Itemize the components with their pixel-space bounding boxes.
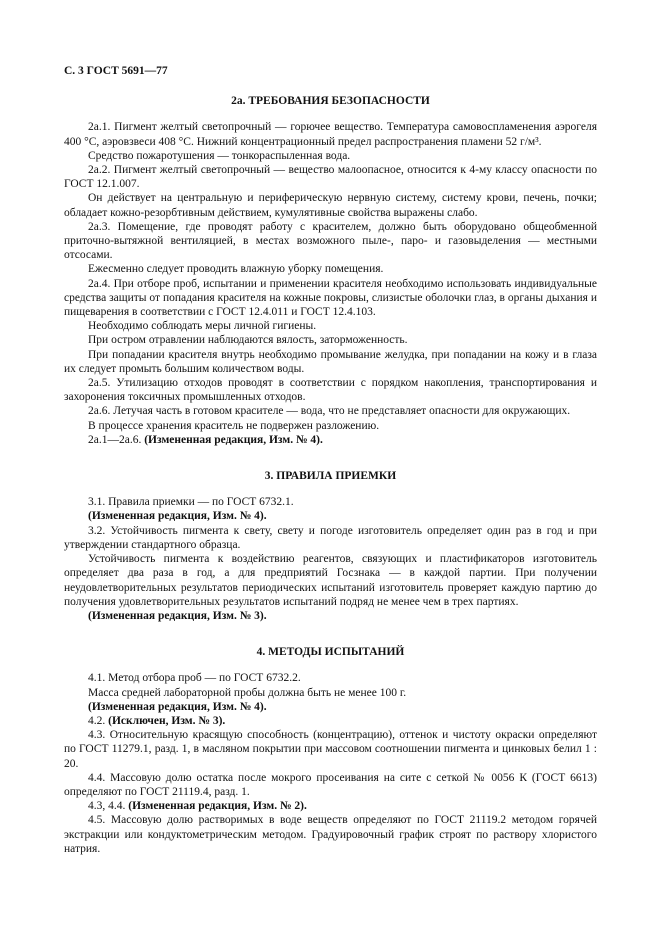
paragraph-2a-4: 2а.4. При отборе проб, испытании и применении красителя необходимо использовать индивидуальные средства защиты от попадания красителя на кожные покровы, слизистые оболочки глаз, в органы дыхания и пищеварения в соответствии с ГОСТ 12.4.011 и ГОСТ 12.4.103. [64,277,597,319]
paragraph-2a-5: 2а.5. Утилизацию отходов проводят в соответствии с порядком накопления, транспортирования и захоронения токсичных промышленных отходов. [64,377,597,404]
clause-number: 4.3, 4.4. [88,800,129,813]
paragraph-4-1: 4.1. Метод отбора проб — по ГОСТ 6732.2. [88,672,301,685]
section-title-3: 3. ПРАВИЛА ПРИЕМКИ [264,470,397,483]
paragraph-4-5: 4.5. Массовую долю растворимых в воде веществ определяют по ГОСТ 21119.2 методом горячей экстракции или кондуктометрическим методом. Градуировочный график строят по раствору хлористого натрия. [64,814,597,855]
paragraph-2a-4-hygiene: Необходимо соблюдать меры личной гигиены. [88,320,317,333]
exclusion-note: (Исключен, Изм. № 3). [108,714,226,727]
amendment-note: (Измененная редакция, Изм. № 4). [88,700,267,713]
paragraph-3-1: 3.1. Правила приемки — по ГОСТ 6732.1. [88,496,294,509]
paragraph-4-1-mass: Масса средней лабораторной пробы должна быть не менее 100 г. [88,686,407,699]
paragraph-2a-6: 2а.6. Летучая часть в готовом красителе — вода, что не представляет опасности для окружающих. [88,405,571,418]
paragraph-4-3-4-amendment [64,799,597,813]
paragraph-4-2 [64,714,597,728]
paragraph-2a-1: 2а.1. Пигмент желтый светопрочный — горючее вещество. Температура самовоспламенения аэрогеля 400 °С, аэровзвеси 408 °С. Нижний концентрационный предел распространения пламени 52 г/м³. [64,121,597,148]
amendment-prefix: 2а.1—2а.6. [88,433,145,446]
section-title-2a: 2а. ТРЕБОВАНИЯ БЕЗОПАСНОСТИ [231,95,430,108]
clause-number: 4.2. [88,714,109,727]
paragraph-2a-3: 2а.3. Помещение, где проводят работу с красителем, должно быть оборудовано общеобменной приточно-вытяжной вентиляцией, в местах возможного пыле-, паро- и газовыделения — местными отсосами. [64,220,597,262]
paragraph-2a-amendment [64,433,597,447]
paragraph-2a-3-cleaning: Ежесменно следует проводить влажную уборку помещения. [88,263,384,276]
paragraph-4-4: 4.4. Массовую долю остатка после мокрого просеивания на сите с сеткой № 0056 К (ГОСТ 6613) определяют по ГОСТ 21119.4, разд. 1. [64,771,597,798]
page-header: С. 3 ГОСТ 5691—77 [64,65,168,77]
paragraph-2a-4-poisoning: При остром отравлении наблюдаются вялость, заторможенность. [88,334,408,347]
amendment-note: (Измененная редакция, Изм. № 4). [144,433,323,446]
paragraph-2a-2: 2а.2. Пигмент желтый светопрочный — вещество малоопасное, относится к 4-му классу опасности по ГОСТ 12.1.007. [64,164,597,191]
paragraph-4-3: 4.3. Относительную красящую способность (концентрацию), оттенок и чистоту окраски определяют по ГОСТ 11279.1, разд. 1, в масляном покрытии при массовом соотношении пигмента и цинковых белил 1 : 20. [64,729,597,770]
paragraph-3-2-reagents: Устойчивость пигмента к воздействию реагентов, связующих и пластификаторов изготовитель определяет два раза в год, а для предприятий Госзнака — в каждой партии. При получении неудовлетворительных результатов периодических испытаний изготовитель проверяет каждую партию до получения удовлетворительных результатов испытаний подряд не менее чем в трех партиях. [64,553,597,608]
amendment-note: (Измененная редакция, Изм. № 2). [128,800,307,813]
paragraph-2a-2-effects: Он действует на центральную и периферическую нервную систему, систему крови, печень, почки; обладает кожно-резорбтивным действием, кумулятивные свойства выражены слабо. [64,192,597,219]
amendment-note: (Измененная редакция, Изм. № 4). [88,510,267,523]
paragraph-3-2: 3.2. Устойчивость пигмента к свету, свету и погоде изготовитель определяет один раз в год и при утверждении стандартного образца. [64,524,597,551]
paragraph-2a-4-first-aid: При попадании красителя внутрь необходимо промывание желудка, при попадании на кожу и в глаза их следует промыть большим количеством воды. [64,348,597,375]
paragraph-2a-6-storage: В процессе хранения краситель не подвержен разложению. [88,419,380,432]
section-title-4: 4. МЕТОДЫ ИСПЫТАНИЙ [256,646,405,659]
amendment-note: (Измененная редакция, Изм. № 3). [88,609,267,622]
paragraph-2a-extinguishing: Средство пожаротушения — тонкораспыленная вода. [88,149,351,162]
